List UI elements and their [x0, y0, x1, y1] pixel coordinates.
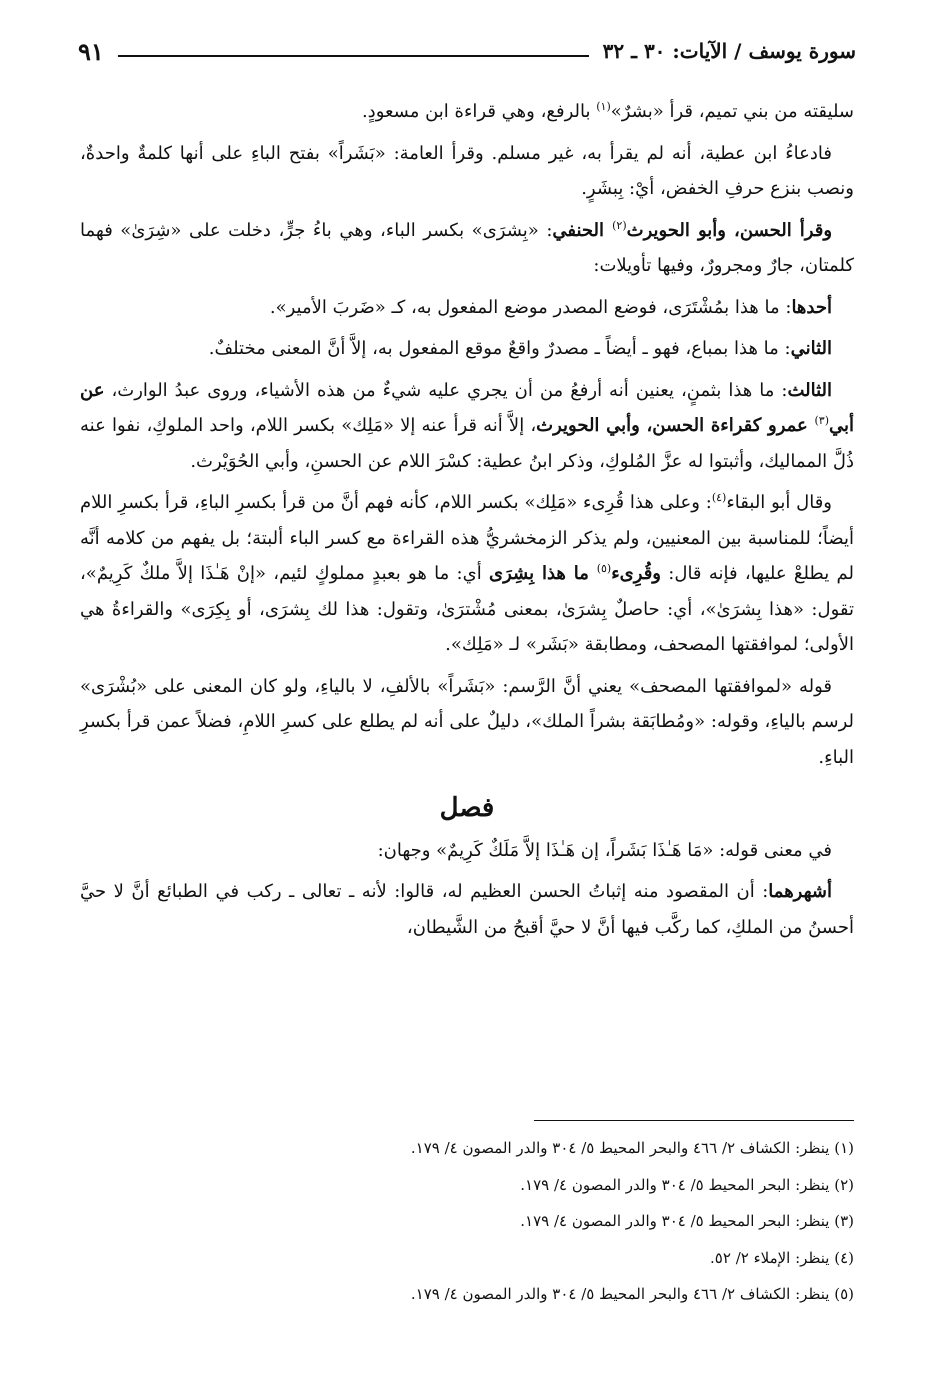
footnote-ref-5[interactable]: (٥) — [596, 562, 612, 575]
paragraph-3: وقرأ الحسن، وأبو الحويرث$^{(٢)}$ الحنفي: «بِشرَى» بكسر الباء، وهي باءُ جرٍّ، دخلت على «شِرَىٰ» فهما كلمتان، جارٌ ومجرورٌ، وفيها تأويلات: — [80, 218, 854, 276]
footnote-rule — [534, 1120, 854, 1121]
running-header — [78, 34, 856, 68]
main-text — [80, 94, 854, 951]
footnote-1: (١) ينظر: الكشاف ٢/ ٤٦٦ والبحر المحيط ٥/ ٣٠٤ والدر المصون ٤/ ١٧٩. — [410, 1139, 854, 1157]
paragraph-8: قوله «لموافقتها المصحف» يعني أنَّ الرَّسم: «بَشَراً» بالألفِ، لا بالياءِ، ولو كان المعنى على «بُشْرَى» لرسم بالياءِ، وقوله: «ومُطابَقة بشراً الملك»، دليلٌ على أنه لم يطلع على كسرِ اللامِ، فضلاً عمن قرأ بكسرِ الباءِ. — [80, 675, 854, 768]
label-most-famous: أشهرهما — [768, 881, 832, 902]
paragraph-4: أحدها: ما هذا بمُشْتَرَى، فوضع المصدر موضع المفعول به، كـ «ضَربَ الأمير». — [269, 296, 832, 318]
footnote-ref-4[interactable]: (٤) — [711, 491, 727, 504]
label-second: الثاني — [790, 338, 832, 359]
paragraph-10: أشهرهما: أن المقصود منه إثباتُ الحسن العظيم له، قالوا: لأنه ـ تعالى ـ ركب في الطبائع أنَّ لا حيَّ أحسنُ من الملكِ، كما ركَّب فيها أنَّ لا حيَّ أقبحُ من الشَّيطان، — [80, 881, 854, 938]
footnote-ref-2[interactable]: (٢) — [612, 218, 627, 232]
footnote-ref-3[interactable]: (٣) — [814, 414, 829, 427]
page-number: ٩١ — [78, 36, 104, 66]
footnote-ref-1[interactable]: (١) — [596, 100, 611, 113]
paragraph-6: الثالث: ما هذا بثمنٍ، يعنين أنه أرفعُ من أن يجري عليه شيءٌ من هذه الأشياء، وروى عبدُ الوارث، عن أبي$^{(٣)}$ عمرو كقراءة الحسن، وأبي الحويرث، إلاَّ أنه قرأ عنه إلا «مَلِك» بكسر اللام، واحد الملوكِ، نفوا عنه ذُلَّ المماليك، وأثبتوا له عزَّ المُلوكِ، وذكر ابنُ عطية: كسْرَ اللام عن الحسنِ، وأبي الحُوَيْرث. — [80, 379, 854, 472]
paragraph-2: فادعاءُ ابن عطية، أنه لم يقرأ به، غير مسلم. وقرأ العامة: «بَشَراً» بفتح الباءِ على أنها كلمةٌ واحدةٌ، ونصب بنزع حرفِ الخفض، أيْ: بِبشَرٍ. — [80, 142, 854, 199]
footnote-3: (٣) ينظر: البحر المحيط ٥/ ٣٠٤ والدر المصون ٤/ ١٧٩. — [520, 1212, 854, 1230]
paragraph-9: في معنى قوله: «مَا هَـٰذَا بَشَراً، إن هَـٰذَا إلاَّ مَلَكٌ كَرِيمٌ» وجهان: — [377, 839, 832, 861]
paragraph-7: وقال أبو البقاء$^{(٤)}$: وعلى هذا قُرِىء «مَلِك» بكسر اللام، كأنه فهم أنَّ من قرأ بكسرِ الباءِ، قرأ بكسرِ اللام أيضاً؛ للمناسبة بين المعنيين، ولم يذكر الزمخشريُّ هذه القراءة مع كسر الباء ألبتة؛ بل يفهم من كلامه أنَّه لم يطلعْ عليها، فإنه قال: وقُرِىء$^{(٥)}$ ما هذا بِشِرَى أي: ما هو بعبدٍ مملوكٍ لئيم، «إنْ هَـٰذَا إلاَّ ملكٌ كَرِيمٌ»، تقول: «هذا بِشرَىٰ»، أي: حاصلٌ بِشرَىٰ، بمعنى مُشْترَىٰ، وتقول: هذا لك بِشرَى، أو بِكِرَى» والقراءةُ هي الأولى؛ لموافقتها المصحف، ومطابقة «بَشَر» لـ «مَلِك». — [80, 491, 854, 655]
footnote-2: (٢) ينظر: البحر المحيط ٥/ ٣٠٤ والدر المصون ٤/ ١٧٩. — [520, 1175, 854, 1194]
paragraph-1: سليقته من بني تميم، قرأ «بشرٌ»$^{(١)}$ بالرفع، وهي قراءة ابن مسعودٍ. — [361, 100, 854, 122]
footnotes — [80, 1130, 854, 1313]
label-first: أحدها — [791, 296, 832, 318]
surah-title: سورة يوسف / الآيات: ٣٠ ـ ٣٢ — [602, 39, 856, 63]
label-third: الثالث — [787, 379, 833, 401]
paragraph-5: الثاني: ما هذا بمباع، فهو ـ أيضاً ـ مصدرٌ واقعٌ موقع المفعول به، إلاَّ أنَّ المعنى مختلفٌ. — [208, 338, 832, 359]
footnote-5: (٥) ينظر: الكشاف ٢/ ٤٦٦ والبحر المحيط ٥/ ٣٠٤ والدر المصون ٤/ ١٧٩. — [410, 1285, 854, 1303]
header-rule — [118, 55, 589, 57]
footnote-4: (٤) ينظر: الإملاء ٢/ ٥٢. — [710, 1248, 854, 1267]
section-title: فصل — [439, 793, 495, 823]
